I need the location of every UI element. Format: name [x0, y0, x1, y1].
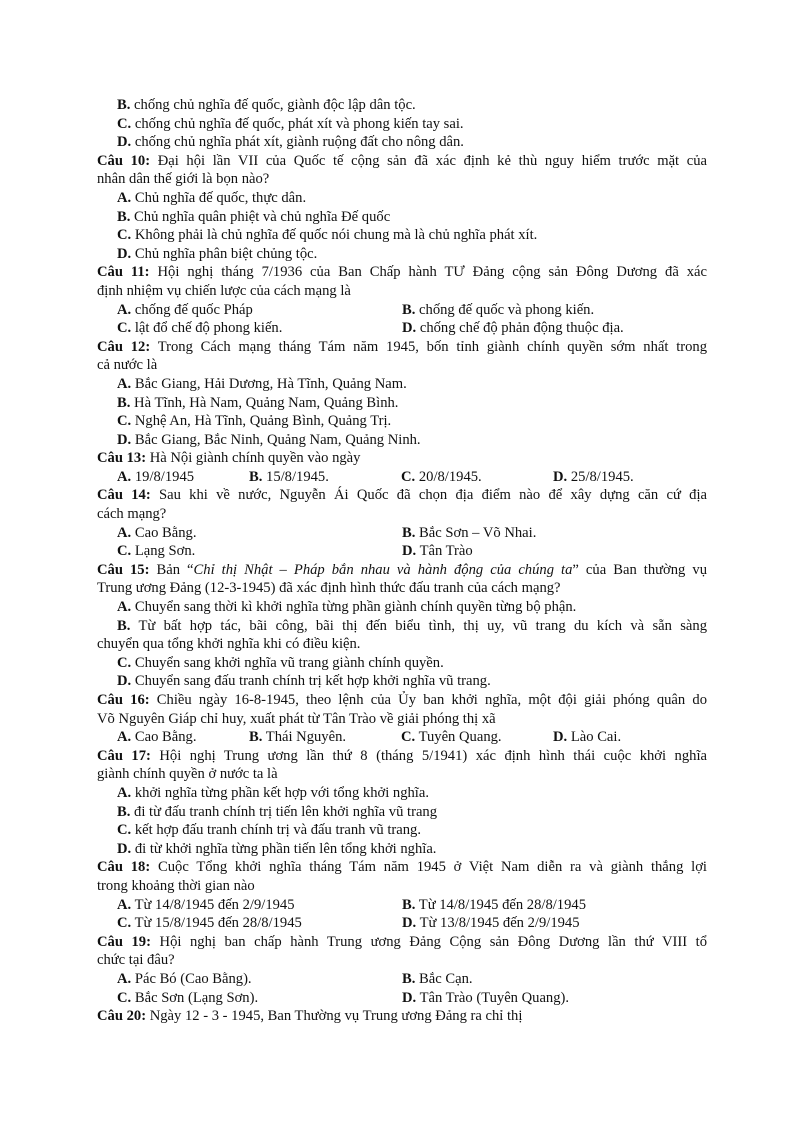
option-b: B. Hà Tĩnh, Hà Nam, Quảng Nam, Quảng Bình. [117, 394, 399, 411]
option-b: B. chống chủ nghĩa đế quốc, giành độc lập dân tộc. [117, 97, 416, 113]
directive-title: Chỉ thị Nhật – Pháp bắn nhau và hành động của chúng ta [193, 561, 573, 578]
option-a: A. Pác Bó (Cao Bằng). [117, 970, 252, 987]
option-a: A. 19/8/1945 [117, 468, 195, 485]
option-a: A. khởi nghĩa từng phần kết hợp với tổng khởi nghĩa. [117, 784, 429, 801]
option-d: D. Chuyển sang đấu tranh chính trị kết hợp khởi nghĩa vũ trang. [117, 673, 491, 690]
option-d: D. đi từ khởi nghĩa từng phần tiến lên tổng khởi nghĩa. [117, 840, 437, 857]
option-row [97, 524, 707, 543]
option-a: A. Bắc Giang, Hải Dương, Hà Tĩnh, Quảng Nam. [117, 375, 407, 392]
option-c: C. Chuyển sang khởi nghĩa vũ trang giành chính quyền. [117, 654, 444, 671]
option-b: B. chống đế quốc và phong kiến. [402, 301, 595, 318]
question-20: Câu 20: Ngày 12 - 3 - 1945, Ban Thường vụ Trung ương Đảng ra chỉ thị [97, 1008, 523, 1025]
option-row [97, 468, 707, 487]
question-label: Câu 20: [97, 1008, 147, 1025]
option-d: D. Bắc Giang, Bắc Ninh, Quảng Nam, Quảng Ninh. [117, 431, 421, 448]
option-b: B. 15/8/1945. [249, 468, 329, 485]
option-b: B. Bắc Cạn. [402, 970, 473, 987]
option-d: D. chống chế độ phản động thuộc địa. [402, 320, 624, 337]
question-14: Câu 14: Sau khi về nước, Nguyễn Ái Quốc đã chọn địa điểm nào để xây dựng căn cứ địa cách mạng? [97, 487, 707, 523]
question-12: Câu 12: Trong Cách mạng tháng Tám năm 1945, bốn tỉnh giành chính quyền sớm nhất trong cả nước là [97, 338, 707, 374]
question-label: Câu 18: [97, 859, 151, 876]
question-13: Câu 13: Hà Nội giành chính quyền vào ngày [97, 450, 361, 467]
option-c: C. Không phải là chủ nghĩa đế quốc nói chung mà là chủ nghĩa phát xít. [117, 227, 538, 244]
question-label: Câu 12: [97, 338, 151, 355]
option-a: A. chống đế quốc Pháp [117, 301, 253, 318]
question-11: Câu 11: Hội nghị tháng 7/1936 của Ban Chấp hành TƯ Đảng cộng sản Đông Dương đã xác định nhiệm vụ chiến lược của cách mạng là [97, 264, 707, 299]
option-c: C. Tuyên Quang. [401, 729, 502, 746]
option-b: B. Bắc Sơn – Võ Nhai. [402, 524, 537, 541]
option-row [97, 914, 707, 933]
option-c: C. Lạng Sơn. [117, 543, 196, 560]
question-18: Câu 18: Cuộc Tổng khởi nghĩa tháng Tám năm 1945 ở Việt Nam diễn ra và giành thắng lợi trong khoảng thời gian nào [97, 859, 707, 894]
option-c: C. 20/8/1945. [401, 468, 482, 485]
question-15: Câu 15: Bản “Chỉ thị Nhật – Pháp bắn nhau và hành động của chúng ta” của Ban thường vụ Trung ương Đảng (12-3-1945) đã xác định hình thức đấu tranh của cách mạng? [97, 561, 707, 597]
option-b: B. Thái Nguyên. [249, 729, 347, 746]
question-17: Câu 17: Hội nghị Trung ương lần thứ 8 (tháng 5/1941) xác định hình thái cuộc khởi nghĩa giành chính quyền ở nước ta là [97, 747, 707, 783]
option-c: C. lật đổ chế độ phong kiến. [117, 320, 283, 337]
option-c: C. Bắc Sơn (Lạng Sơn). [117, 989, 259, 1006]
option-b: B. Từ 14/8/1945 đến 28/8/1945 [402, 896, 586, 913]
option-row [97, 989, 707, 1008]
question-label: Câu 15: [97, 561, 150, 578]
option-d: D. chống chủ nghĩa phát xít, giành ruộng đất cho nông dân. [117, 134, 464, 151]
question-label: Câu 13: [97, 450, 147, 467]
option-c: C. chống chủ nghĩa đế quốc, phát xít và phong kiến tay sai. [117, 115, 464, 132]
option-row [97, 301, 707, 320]
question-label: Câu 19: [97, 933, 151, 950]
question-label: Câu 14: [97, 487, 151, 504]
exam-page [97, 96, 707, 1026]
option-a: A. Chủ nghĩa đế quốc, thực dân. [117, 189, 307, 206]
option-b: B. Từ bất hợp tác, bãi công, bãi thị đến biểu tình, thị uy, vũ trang du kích và sẵn sàng chuyển qua tổng khởi nghĩa khi có điều kiện. [97, 617, 707, 653]
question-10: Câu 10: Đại hội lần VII của Quốc tế cộng sản đã xác định kẻ thù nguy hiểm trước mặt của nhân dân thế giới là bọn nào? [97, 152, 707, 188]
option-d: D. Từ 13/8/1945 đến 2/9/1945 [402, 915, 580, 932]
option-row [97, 542, 707, 561]
option-a: A. Cao Bằng. [117, 729, 197, 746]
question-label: Câu 10: [97, 152, 151, 169]
option-b: B. đi từ đấu tranh chính trị tiến lên khởi nghĩa vũ trang [117, 803, 438, 820]
option-d: D. Chủ nghĩa phân biệt chủng tộc. [117, 245, 318, 262]
question-19: Câu 19: Hội nghị ban chấp hành Trung ương Đảng Cộng sản Đông Dương lần thứ VIII tổ chức tại đâu? [97, 933, 707, 969]
option-a: A. Chuyển sang thời kì khởi nghĩa từng phần giành chính quyền từng bộ phận. [117, 599, 577, 616]
option-c: C. Nghệ An, Hà Tĩnh, Quảng Bình, Quảng Trị. [117, 413, 392, 430]
option-d: D. Lào Cai. [553, 729, 622, 746]
option-row [97, 319, 707, 338]
option-a: A. Từ 14/8/1945 đến 2/9/1945 [117, 896, 295, 913]
option-d: D. 25/8/1945. [553, 468, 634, 485]
option-row [97, 728, 707, 747]
question-label: Câu 16: [97, 692, 150, 708]
option-d: D. Tân Trào [402, 543, 473, 560]
question-16: Câu 16: Chiều ngày 16-8-1945, theo lệnh của Ủy ban khởi nghĩa, một đội giải phóng quân do Võ Nguyên Giáp chỉ huy, xuất phát từ Tân Trào về giải phóng thị xã [97, 692, 707, 727]
option-c: C. kết hợp đấu tranh chính trị và đấu tranh vũ trang. [117, 822, 421, 839]
question-label: Câu 11: [97, 264, 150, 281]
question-label: Câu 17: [97, 747, 151, 764]
option-c: C. Từ 15/8/1945 đến 28/8/1945 [117, 915, 302, 932]
option-b: B. Chủ nghĩa quân phiệt và chủ nghĩa Đế quốc [117, 208, 391, 225]
option-a: A. Cao Bằng. [117, 524, 197, 541]
option-d: D. Tân Trào (Tuyên Quang). [402, 989, 570, 1006]
option-row [97, 896, 707, 915]
option-row [97, 970, 707, 989]
